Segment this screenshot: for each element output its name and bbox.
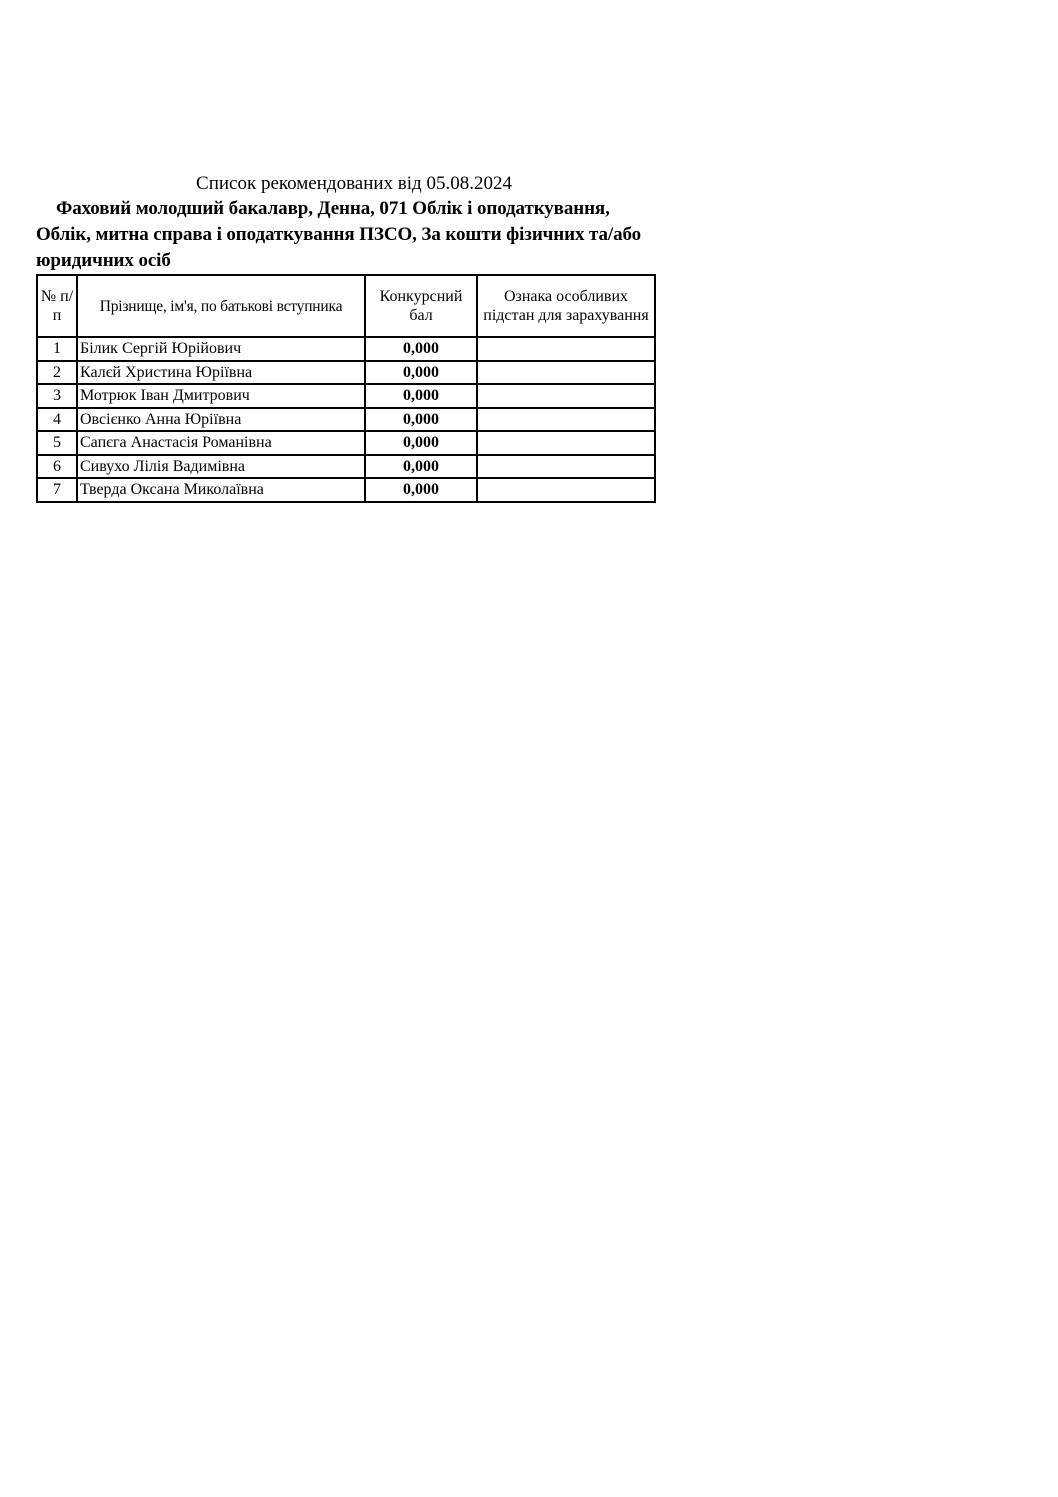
row-number: 4 [37, 408, 77, 432]
row-number: 5 [37, 431, 77, 455]
table-row [37, 478, 655, 502]
row-basis [477, 337, 655, 361]
document-subtitle: Фаховий молодший бакалавр, Денна, 071 Облік і оподаткування, Облік, митна справа і оподаткування ПЗСО, За кошти фізичних та/або юридичних осіб [36, 198, 642, 271]
row-score: 0,000 [365, 431, 477, 455]
header-number: № п/п [37, 275, 77, 337]
row-name: Калєй Христина Юріївна [77, 361, 365, 385]
row-basis [477, 478, 655, 502]
table-row [37, 431, 655, 455]
table-row [37, 384, 655, 408]
row-score: 0,000 [365, 337, 477, 361]
row-name: Сивухо Лілія Вадимівна [77, 455, 365, 479]
document [36, 172, 654, 503]
table-row [37, 337, 655, 361]
row-score: 0,000 [365, 455, 477, 479]
row-basis [477, 384, 655, 408]
header-score: Конкурсний бал [365, 275, 477, 337]
row-score: 0,000 [365, 384, 477, 408]
row-basis [477, 431, 655, 455]
table-header-row [37, 275, 655, 337]
document-title: Список рекомендованих від 05.08.2024 [196, 173, 512, 194]
row-number: 2 [37, 361, 77, 385]
row-number: 3 [37, 384, 77, 408]
row-name: Тверда Оксана Миколаївна [77, 478, 365, 502]
row-name: Білик Сергій Юрійович [77, 337, 365, 361]
row-name: Мотрюк Іван Дмитрович [77, 384, 365, 408]
row-number: 6 [37, 455, 77, 479]
row-number: 1 [37, 337, 77, 361]
row-score: 0,000 [365, 408, 477, 432]
table-row [37, 361, 655, 385]
header-basis: Ознака особливих підстан для зарахування [477, 275, 655, 337]
recommended-list-table [36, 274, 656, 503]
table-row [37, 408, 655, 432]
row-name: Сапєга Анастасія Романівна [77, 431, 365, 455]
row-basis [477, 455, 655, 479]
row-basis [477, 408, 655, 432]
table-row [37, 455, 655, 479]
row-basis [477, 361, 655, 385]
row-score: 0,000 [365, 361, 477, 385]
row-number: 7 [37, 478, 77, 502]
row-name: Овсієнко Анна Юріївна [77, 408, 365, 432]
row-score: 0,000 [365, 478, 477, 502]
header-name: Прізнище, ім'я, по батькові вступника [77, 275, 365, 337]
